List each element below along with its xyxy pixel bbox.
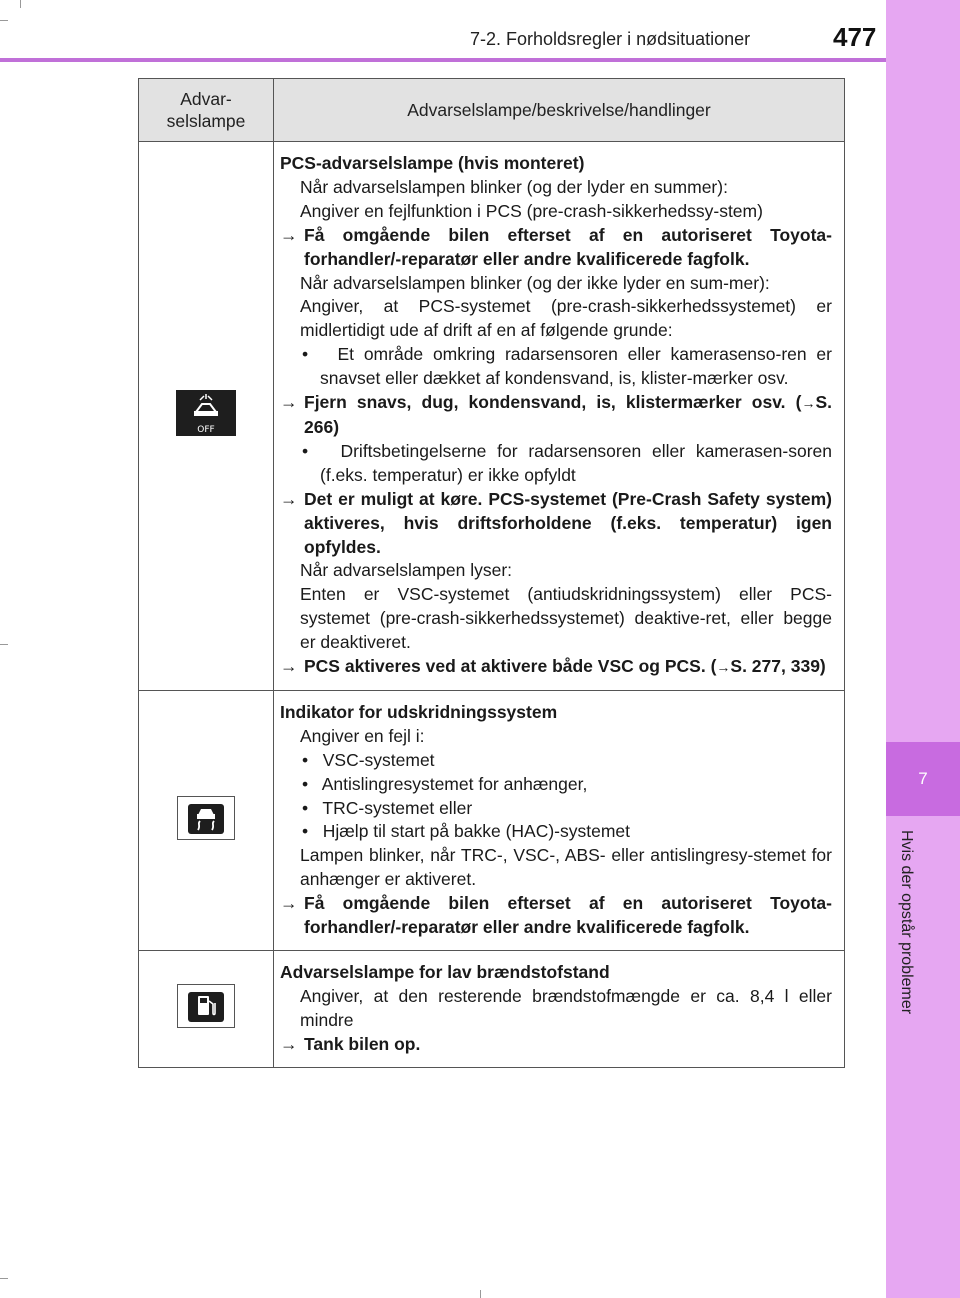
table-row [139, 951, 845, 1068]
page-number: 477 [833, 22, 877, 52]
column-header-lamp-line1: Advar- [180, 89, 232, 109]
action-text: Få omgående bilen efterset af en autoriseret Toyota-forhandler/-reparatør eller andre kvalificerede fagfolk. [304, 224, 832, 269]
slip-indicator-icon [177, 796, 235, 840]
description-text: Angiver, at den resterende brændstofmængde er ca. 8,4 l eller mindre [300, 985, 832, 1030]
warning-title: PCS-advarselslampe (hvis monteret) [280, 153, 585, 173]
column-header-lamp [139, 79, 274, 142]
description-text: Når advarselslampen blinker (og der lyder en summer): [300, 176, 728, 197]
arrow-icon: → [280, 488, 298, 509]
action-instruction [280, 224, 832, 272]
description-cell [274, 951, 845, 1068]
description-text: Angiver, at PCS-systemet (pre-crash-sikkerhedssystemet) er midlertidigt ude af drift af en af følgende grunde: [300, 296, 832, 341]
action-instruction [280, 655, 832, 680]
bullet-text: VSC-systemet [322, 749, 435, 770]
bullet-text: Hjælp til start på bakke (HAC)-systemet [322, 821, 631, 842]
arrow-icon: → [280, 392, 298, 413]
action-text: Fjern snavs, dug, kondensvand, is, klistermærker osv. ( [304, 392, 802, 413]
table-row [139, 142, 845, 691]
table-header-row [139, 79, 845, 142]
arrow-icon: → [801, 395, 816, 412]
bullet-text: Driftsbetingelserne for radarsensoren eller kamerasen-soren (f.eks. temperatur) er ikke opfyldt [320, 440, 832, 485]
column-header-description: Advarselslampe/beskrivelse/handlinger [274, 79, 845, 142]
action-text: Det er muligt at køre. PCS-systemet (Pre-Crash Safety system) aktiveres, hvis driftsforholdene (f.eks. temperatur) igen opfyldes. [304, 488, 832, 557]
crop-mark [0, 644, 8, 645]
table-row [139, 690, 845, 950]
fuel-pump-icon [177, 984, 235, 1028]
svg-text:OFF: OFF [197, 425, 215, 436]
crop-mark [480, 1290, 481, 1298]
lamp-cell [139, 690, 274, 950]
bullet-item: • VSC-systemet [302, 749, 435, 770]
page-reference: S. 266) [304, 392, 832, 437]
description-text: Når advarselslampen blinker (og der ikke lyder en sum-mer): [300, 272, 770, 293]
bullet-text: Et område omkring radarsensoren eller kamerasenso-ren er snavset eller dækket af kondensvand, is, klister-mærker osv. [320, 344, 832, 389]
action-instruction [280, 488, 832, 560]
bullet-item: • Driftsbetingelserne for radarsensoren eller kamerasen-soren (f.eks. temperatur) er ikke opfyldt [302, 440, 832, 485]
lamp-cell [139, 142, 274, 691]
chapter-side-tab [886, 0, 960, 1298]
action-instruction [280, 391, 832, 440]
warning-title: Indikator for udskridningssystem [280, 701, 558, 722]
section-title: 7-2. Forholdsregler i nødsituationer [470, 29, 751, 49]
description-text: Angiver en fejlfunktion i PCS (pre-crash-sikkerhedssy-stem) [300, 200, 763, 221]
pcs-off-warning-icon [176, 390, 236, 436]
warning-lights-table [138, 78, 845, 1068]
lamp-cell [139, 951, 274, 1068]
description-text: Angiver en fejl i: [300, 725, 425, 746]
bullet-item: • Antislingresystemet for anhænger, [302, 773, 588, 794]
arrow-icon: → [280, 224, 298, 245]
chapter-label: Hvis der opstår problemer [898, 830, 915, 1015]
bullet-text: TRC-systemet eller [322, 797, 473, 818]
arrow-icon: → [716, 659, 731, 676]
bullet-item: • Et område omkring radarsensoren eller kamerasenso-ren er snavset eller dækket af kondensvand, is, klister-mærker osv. [302, 344, 832, 389]
action-text: Få omgående bilen efterset af en autoriseret Toyota-forhandler/-reparatør eller andre kvalificerede fagfolk. [304, 893, 832, 938]
crop-mark [0, 1278, 8, 1279]
action-text: PCS aktiveres ved at aktivere både VSC og PCS. ( [304, 656, 717, 677]
crop-mark [0, 20, 8, 21]
arrow-icon: → [280, 656, 298, 677]
crop-mark [20, 0, 21, 8]
bullet-item: • TRC-systemet eller [302, 797, 473, 818]
description-cell [274, 690, 845, 950]
bullet-item: • Hjælp til start på bakke (HAC)-systemet [302, 821, 631, 842]
bullet-text: Antislingresystemet for anhænger, [321, 773, 588, 794]
description-text: Enten er VSC-systemet (antiudskridningssystem) eller PCS-systemet (pre-crash-sikkerhedssystemet) deaktive-ret, eller begge er deaktiveret. [300, 584, 832, 653]
column-header-lamp-line2: selslampe [166, 111, 246, 131]
chapter-number: 7 [886, 742, 960, 816]
action-instruction [280, 892, 832, 940]
description-cell [274, 142, 845, 691]
page-reference: S. 277, 339) [730, 656, 826, 677]
description-text: Lampen blinker, når TRC-, VSC-, ABS- eller antislingresy-stemet for anhænger er aktiveret. [300, 845, 832, 890]
action-text: Tank bilen op. [304, 1033, 421, 1054]
arrow-icon: → [280, 1033, 298, 1054]
arrow-icon: → [280, 893, 298, 914]
header-rule [0, 58, 886, 62]
warning-title: Advarselslampe for lav brændstofstand [280, 962, 610, 982]
action-instruction [280, 1033, 832, 1057]
description-text: Når advarselslampen lyser: [300, 560, 513, 581]
